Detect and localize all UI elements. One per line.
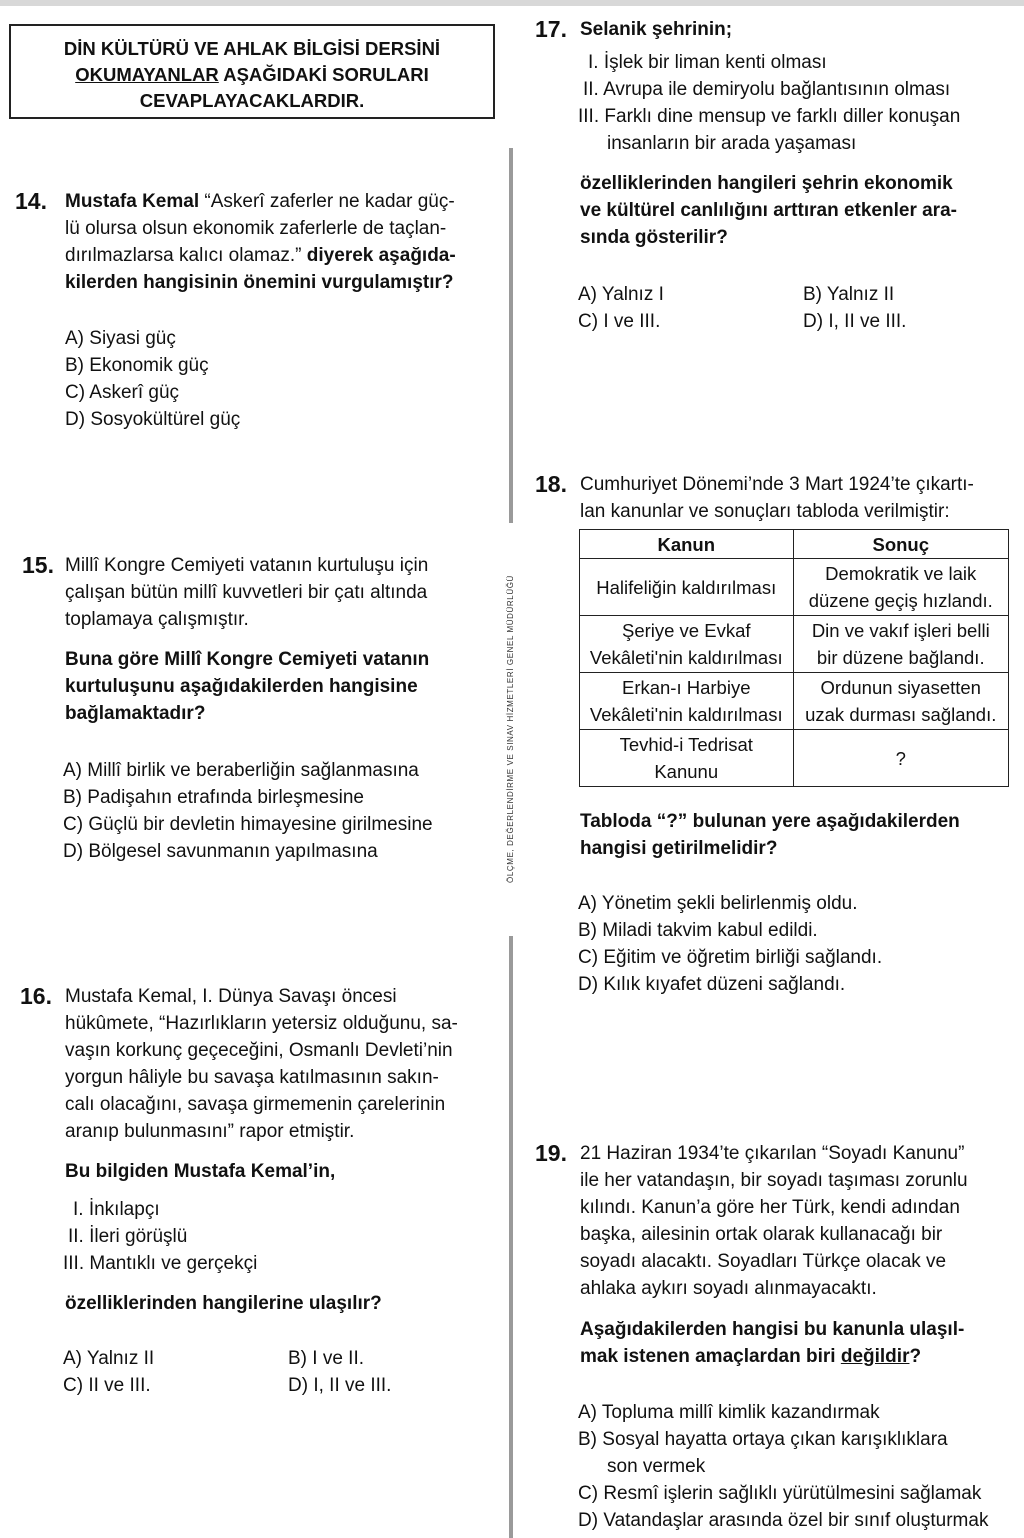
table-cell [793, 559, 1009, 616]
question-17-prompt-2: ve kültürel canlılığını arttıran etkenler ara- [580, 200, 957, 221]
option-c[interactable]: C) I ve III. [578, 311, 661, 332]
question-17-items [578, 49, 960, 157]
question-16-stem-5: calı olacağını, savaşa girmemenin çarelerinin [65, 1094, 446, 1115]
cell-line: Tevhid-i Tedrisat [619, 734, 753, 755]
cropped-header-strip [0, 0, 1024, 6]
cell-line: Erkan-ı Harbiye [621, 677, 751, 698]
question-14-options [65, 325, 240, 433]
question-15-prompt-3: bağlamaktadır? [65, 703, 206, 724]
notice-line-2-rest: AŞAĞIDAKİ SORULARI [218, 64, 429, 85]
option-b[interactable]: B) Ekonomik güç [65, 355, 209, 376]
question-14-line-3 [65, 242, 456, 269]
question-14-line-1-rest: “Askerî zaferler ne kadar güç- [199, 191, 455, 212]
question-16-lead: Bu bilgiden Mustafa Kemal’in, [65, 1161, 336, 1182]
question-19-stem-2: ile her vatandaşın, bir soyadı taşıması zorunlu [580, 1170, 968, 1191]
question-15-number: 15. [22, 552, 54, 578]
option-c[interactable]: C) Güçlü bir devletin himayesine girilmesine [63, 814, 433, 835]
question-16-number: 16. [20, 983, 52, 1009]
table-row [580, 616, 1009, 673]
table-cell [580, 616, 794, 673]
option-d[interactable]: D) Bölgesel savunmanın yapılmasına [63, 841, 378, 862]
cell-line: Halifeliğin kaldırılması [596, 576, 777, 598]
question-18-prompt-2: hangisi getirilmelidir? [580, 838, 778, 859]
question-17-prompt [580, 170, 957, 251]
option-a[interactable]: A) Siyasi güç [65, 328, 176, 349]
item-ii: II. Avrupa ile demiryolu bağlantısının olması [583, 79, 951, 100]
table-cell [580, 673, 794, 730]
notice-line-3: CEVAPLAYACAKLARDIR. [139, 90, 365, 111]
cell-line: Din ve vakıf işleri belli [811, 620, 990, 641]
table-row [580, 730, 1009, 787]
table-row [580, 559, 1009, 616]
option-c[interactable]: C) Resmî işlerin sağlıklı yürütülmesini sağlamak [578, 1483, 982, 1504]
column-header-sonuc: Sonuç [793, 530, 1009, 559]
notice-line-1: DİN KÜLTÜRÜ VE AHLAK BİLGİSİ DERSİNİ [63, 38, 441, 59]
question-18-stem-1: Cumhuriyet Dönemi’nde 3 Mart 1924’te çıkartı- [580, 474, 974, 495]
question-19-stem [580, 1140, 968, 1302]
cell-line: düzene geçiş hızlandı. [808, 590, 993, 611]
question-19-stem-6: ahlaka aykırı soyadı alınmayacaktı. [580, 1278, 877, 1299]
question-18-prompt [580, 808, 960, 862]
option-d[interactable]: D) Kılık kıyafet düzeni sağlandı. [578, 974, 846, 995]
column-divider-bottom [509, 936, 513, 1538]
question-14-line-1 [65, 188, 456, 215]
question-19-stem-3: kılındı. Kanun’a göre her Türk, kendi adından [580, 1197, 960, 1218]
option-c[interactable]: C) II ve III. [63, 1375, 151, 1396]
question-mark: ? [895, 747, 906, 769]
question-15-options [63, 757, 433, 865]
question-16-stem-2: hükûmete, “Hazırlıkların yetersiz olduğunu, sa- [65, 1013, 458, 1034]
option-b[interactable]: B) I ve II. [288, 1348, 365, 1369]
cell-line: Kanunu [654, 761, 719, 782]
cell-line: Ordunun siyasetten [820, 677, 981, 698]
question-14-bold-name: Mustafa Kemal [65, 191, 200, 212]
cell-line: Vekâleti'nin kaldırılması [589, 647, 783, 668]
question-16-stem-3: vaşın korkunç geçeceğini, Osmanlı Devleti’nin [65, 1040, 453, 1061]
question-16-stem-4: yorgun hâliyle bu savaşa katılmasının sakın- [65, 1067, 439, 1088]
question-17-prompt-3: sında gösterilir? [580, 227, 728, 248]
option-d[interactable]: D) Sosyokültürel güç [65, 409, 241, 430]
cell-line: Vekâleti'nin kaldırılması [589, 704, 783, 725]
question-16-options [63, 1345, 391, 1399]
question-19-prompt-2 [580, 1343, 964, 1370]
question-19-number: 19. [535, 1140, 567, 1166]
question-15-stem-3: toplamaya çalışmıştır. [65, 609, 249, 630]
option-c[interactable]: C) Askerî güç [65, 382, 180, 403]
question-18-stem [580, 471, 974, 525]
question-14-bold-start: diyerek aşağıda- [301, 245, 456, 266]
option-b[interactable]: B) Miladi takvim kabul edildi. [578, 920, 818, 941]
notice-line-2 [11, 62, 493, 88]
notice-box [9, 24, 495, 119]
question-16-stem-6: aranıp bulunmasını” rapor etmiştir. [65, 1121, 355, 1142]
column-header-kanun: Kanun [580, 530, 794, 559]
question-16-items [63, 1196, 257, 1277]
option-d[interactable]: D) Vatandaşlar arasında özel bir sınıf oluşturmak [578, 1510, 989, 1531]
question-19-prompt [580, 1316, 964, 1370]
table-cell [580, 559, 794, 616]
question-17-prompt-1: özelliklerinden hangileri şehrin ekonomik [580, 173, 953, 194]
option-c[interactable]: C) Eğitim ve öğretim birliği sağlandı. [578, 947, 883, 968]
option-d[interactable]: D) I, II ve III. [803, 311, 907, 332]
item-iii: III. Farklı dine mensup ve farklı diller konuşan [578, 106, 961, 127]
option-a[interactable]: A) Yalnız II [63, 1348, 155, 1369]
question-15 [65, 552, 428, 633]
question-14-quote-end: dırılmazlarsa kalıcı olamaz.” [65, 245, 302, 266]
option-b[interactable]: B) Sosyal hayatta ortaya çıkan karışıklıklara [578, 1429, 948, 1450]
question-18-prompt-1: Tabloda “?” bulunan yere aşağıdakilerden [580, 811, 960, 832]
option-a[interactable]: A) Yalnız I [578, 284, 664, 305]
prompt-end: ? [909, 1346, 922, 1367]
option-a[interactable]: A) Yönetim şekli belirlenmiş oldu. [578, 893, 858, 914]
question-18-stem-2: lan kanunlar ve sonuçları tabloda verilmiştir: [580, 501, 950, 522]
table-cell [580, 730, 794, 787]
question-14-line-4: kilerden hangisinin önemini vurgulamıştır? [65, 272, 454, 293]
table-header-row [580, 530, 1009, 559]
question-15-prompt [65, 646, 429, 727]
item-ii: II. İleri görüşlü [68, 1226, 188, 1247]
question-19-prompt-1: Aşağıdakilerden hangisi bu kanunla ulaşıl- [580, 1319, 965, 1340]
question-15-prompt-1: Buna göre Millî Kongre Cemiyeti vatanın [65, 649, 430, 670]
question-15-stem-2: çalışan bütün millî kuvvetleri bir çatı altında [65, 582, 428, 603]
question-14-line-2: lü olursa olsun ekonomik zaferlerle de taçlan- [65, 218, 447, 239]
side-caption: ÖLÇME, DEĞERLENDİRME VE SINAV HİZMETLERİ GENEL MÜDÜRLÜĞÜ [506, 575, 515, 883]
item-i: I. İşlek bir liman kenti olması [588, 52, 827, 73]
item-iii: III. Mantıklı ve gerçekçi [63, 1253, 258, 1274]
table-row [580, 673, 1009, 730]
option-a[interactable]: A) Topluma millî kimlik kazandırmak [578, 1402, 880, 1423]
question-17-lead: Selanik şehrinin; [580, 19, 733, 40]
question-16 [65, 983, 458, 1145]
column-divider-top [509, 148, 513, 523]
question-19-stem-5: soyadı alacaktı. Soyadları Türkçe olacak ve [580, 1251, 947, 1272]
cell-line: Şeriye ve Evkaf [621, 620, 751, 641]
question-19-stem-1: 21 Haziran 1934’te çıkarılan “Soyadı Kanunu” [580, 1143, 965, 1164]
option-a[interactable]: A) Millî birlik ve beraberliğin sağlanmasına [63, 760, 419, 781]
option-b-cont: son vermek [607, 1456, 706, 1477]
notice-underlined-word: OKUMAYANLAR [75, 64, 219, 85]
question-15-prompt-2: kurtuluşunu aşağıdakilerden hangisine [65, 676, 418, 697]
question-15-stem-1: Millî Kongre Cemiyeti vatanın kurtuluşu için [65, 555, 429, 576]
question-14-number: 14. [15, 188, 47, 214]
question-18-number: 18. [535, 471, 567, 497]
question-19-options [578, 1399, 988, 1534]
item-iii-cont: insanların bir arada yaşaması [607, 133, 857, 154]
question-17-options [578, 281, 906, 335]
item-i: I. İnkılapçı [73, 1199, 160, 1220]
option-d[interactable]: D) I, II ve III. [288, 1375, 392, 1396]
question-19-stem-4: başka, ailesinin ortak olarak kullanacağı bir [580, 1224, 943, 1245]
question-16-stem-1: Mustafa Kemal, I. Dünya Savaşı öncesi [65, 986, 397, 1007]
negation-word: değildir [840, 1346, 910, 1367]
cell-line: uzak durması sağlandı. [805, 704, 997, 725]
question-14 [65, 188, 456, 296]
table-cell [793, 673, 1009, 730]
option-b[interactable]: B) Yalnız II [803, 284, 895, 305]
laws-results-table [579, 529, 1009, 787]
question-16-prompt: özelliklerinden hangilerine ulaşılır? [65, 1293, 382, 1314]
prompt-start: mak istenen amaçlardan biri [580, 1346, 841, 1367]
table-cell-unknown [793, 730, 1009, 787]
question-18-options [578, 890, 882, 998]
cell-line: Demokratik ve laik [825, 563, 977, 584]
question-17-number: 17. [535, 16, 567, 42]
table-cell [793, 616, 1009, 673]
cell-line: bir düzene bağlandı. [816, 647, 985, 668]
option-b[interactable]: B) Padişahın etrafında birleşmesine [63, 787, 364, 808]
